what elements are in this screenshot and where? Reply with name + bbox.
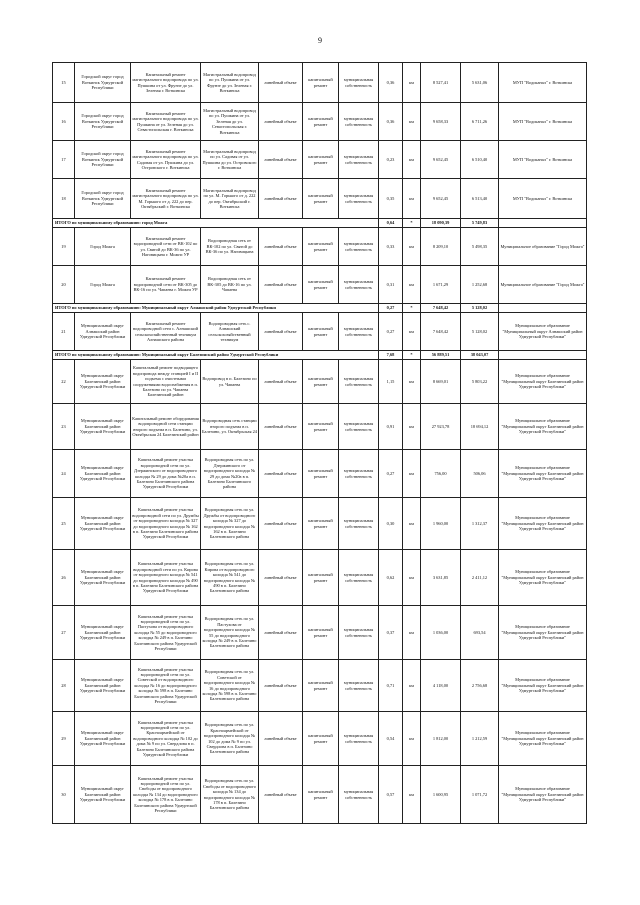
unit-cell: км <box>403 550 421 606</box>
work-type-cell: капитальный ремонт <box>303 179 339 219</box>
object-kind-cell: линейный объект <box>259 660 303 712</box>
cost-cell: 1 812,00 <box>421 712 461 766</box>
financing-cell: 18 694,12 <box>461 404 499 450</box>
subtotal-unit: * <box>403 351 421 360</box>
row-number: 28 <box>53 660 75 712</box>
work-type-cell: капитальный ремонт <box>303 404 339 450</box>
work-type-cell: капитальный ремонт <box>303 103 339 141</box>
length-cell: 0,57 <box>379 766 403 824</box>
length-cell: 0,91 <box>379 404 403 450</box>
object-kind-cell: линейный объект <box>259 766 303 824</box>
work-type-cell: капитальный ремонт <box>303 550 339 606</box>
cost-cell: 27 923,78 <box>421 404 461 450</box>
table-row <box>53 103 587 141</box>
row-number: 27 <box>53 606 75 660</box>
row-number: 19 <box>53 228 75 266</box>
municipality-cell: Муниципальный округ Балезинский район Удмуртской Республики <box>75 404 131 450</box>
cost-cell: 756,00 <box>421 450 461 498</box>
municipality-cell: Городской округ город Воткинск Удмуртской Республики <box>75 179 131 219</box>
ownership-cell: муниципальная собственность <box>339 550 379 606</box>
recipient-cell: Муниципальное образование "Город Можга" <box>499 266 587 304</box>
financing-cell: 1 212,59 <box>461 712 499 766</box>
object-name-cell: Водопроводная сеть по ул. Советской от водопроводного колодца № 16 до водопроводного колодца № 598 в п. Балезино Балезинского района <box>201 660 259 712</box>
row-number: 29 <box>53 712 75 766</box>
table-row <box>53 766 587 824</box>
row-number: 20 <box>53 266 75 304</box>
ownership-cell: муниципальная собственность <box>339 498 379 550</box>
cost-cell: 9 658,33 <box>421 103 461 141</box>
table-row <box>53 63 587 103</box>
object-name-cell: Водопроводная сеть по ул. Пастухова от водопроводного колодца № 55 до водопроводного колодца № 249 в п. Балезино Балезинского района <box>201 606 259 660</box>
work-name-cell: Капитальный ремонт магистрального водопровода по ул. Пушкина от ул. Зеленая до ул. Севастопольская г. Воткинска <box>131 103 201 141</box>
table-row <box>53 404 587 450</box>
financing-cell: 5 128,02 <box>461 313 499 351</box>
object-kind-cell: линейный объект <box>259 606 303 660</box>
financing-cell: 2 411,12 <box>461 550 499 606</box>
municipality-cell: Муниципальный округ Балезинский район Удмуртской Республики <box>75 660 131 712</box>
work-type-cell: капитальный ремонт <box>303 266 339 304</box>
table-row <box>53 228 587 266</box>
cost-cell: 1 960,00 <box>421 498 461 550</box>
subtotal-label: ИТОГО по муниципальному образованию: город Можга <box>53 219 379 228</box>
work-name-cell: Капитальный ремонт водопроводной сети от ВК-305 до ВК-16 по ул. Чапаева г. Можги УР <box>131 266 201 304</box>
work-type-cell: капитальный ремонт <box>303 360 339 404</box>
work-name-cell: Капитальный ремонт участка водопроводной сети по ул. Красноармейской от водопроводного колодца № 102 до дома № 9 по ул. Свердлова в п. Балезино Балезинского района Удмуртской Республики <box>131 712 201 766</box>
ownership-cell: муниципальная собственность <box>339 179 379 219</box>
financing-cell: 6 711,26 <box>461 103 499 141</box>
municipality-cell: Муниципальный округ Балезинский район Удмуртской Республики <box>75 360 131 404</box>
recipient-cell: Муниципальное образование "Муниципальный округ Балезинский район Удмуртской Республики" <box>499 606 587 660</box>
length-cell: 0,37 <box>379 606 403 660</box>
program-table <box>52 62 587 824</box>
work-name-cell: Капитальный ремонт участка водопроводной сети по ул. Советской от водопроводного колодца № 16 до водопроводного колодца № 598 в п. Балезино Балезинского района Удмуртской Республики <box>131 660 201 712</box>
object-kind-cell: линейный объект <box>259 498 303 550</box>
object-name-cell: Водопроводная сеть по ул. Свободы от водопроводного колодца № 134 до водопроводного колодца № 178 в п. Балезино Балезинского района <box>201 766 259 824</box>
object-kind-cell: линейный объект <box>259 141 303 179</box>
object-kind-cell: линейный объект <box>259 404 303 450</box>
object-name-cell: Водопровод в п. Балезино по ул. Чапаева <box>201 360 259 404</box>
row-number: 21 <box>53 313 75 351</box>
ownership-cell: муниципальная собственность <box>339 766 379 824</box>
work-name-cell: Капитальный ремонт оборудования водопроводной сети станции второго подъема в п. Балезино, ул. Октябрьская 24 Балезинский район <box>131 404 201 450</box>
municipality-cell: Городской округ город Воткинск Удмуртской Республики <box>75 103 131 141</box>
financing-cell: 5 803,22 <box>461 360 499 404</box>
subtotal-empty <box>499 351 587 360</box>
work-type-cell: капитальный ремонт <box>303 606 339 660</box>
object-kind-cell: линейный объект <box>259 103 303 141</box>
ownership-cell: муниципальная собственность <box>339 660 379 712</box>
row-number: 15 <box>53 63 75 103</box>
recipient-cell: МУП "Водоканал" г. Воткинска <box>499 141 587 179</box>
table-row <box>53 179 587 219</box>
work-name-cell: Капитальный ремонт магистрального водопровода по ул. Садовая от ул. Пушкина до ул. Островского г. Воткинска <box>131 141 201 179</box>
municipality-cell: Городской округ город Воткинск Удмуртской Республики <box>75 63 131 103</box>
object-name-cell: Водопроводная сеть по ул. Кирова от водопроводного колодца № 541 до водопроводного колодца № 490 в п. Балезино Балезинского района <box>201 550 259 606</box>
table-row <box>53 498 587 550</box>
recipient-cell: Муниципальное образование "Муниципальный округ Балезинский район Удмуртской Республики" <box>499 450 587 498</box>
municipality-cell: Муниципальный округ Балезинский район Удмуртской Республики <box>75 606 131 660</box>
subtotal-row <box>53 304 587 313</box>
ownership-cell: муниципальная собственность <box>339 63 379 103</box>
municipality-cell: Муниципальный округ Балезинский район Удмуртской Республики <box>75 550 131 606</box>
municipality-cell: Муниципальный округ Балезинский район Удмуртской Республики <box>75 712 131 766</box>
cost-cell: 8 669,01 <box>421 360 461 404</box>
financing-cell: 693,54 <box>461 606 499 660</box>
work-name-cell: Капитальный ремонт подводящего водопровода между станцией I и II подъема с очистными сооружениями водоснабжения в п. Балезино по ул. Чапаева Балезинский район <box>131 360 201 404</box>
work-name-cell: Капитальный ремонт водопроводной сети от ВК-102 по ул. Святой до ВК-36 по ул. Наговицына г. Можги УР <box>131 228 201 266</box>
cost-cell: 4 118,00 <box>421 660 461 712</box>
subtotal-label: ИТОГО по муниципальному образованию: Муниципальный округ Балезинский район Удмуртской Республики <box>53 351 379 360</box>
length-cell: 0,71 <box>379 660 403 712</box>
subtotal-financing: 38 043,07 <box>461 351 499 360</box>
recipient-cell: МУП "Водоканал" г. Воткинска <box>499 179 587 219</box>
work-name-cell: Капитальный ремонт водопроводной сети с. Алнашский сельскохозяйственный техникум Алнашского района <box>131 313 201 351</box>
ownership-cell: муниципальная собственность <box>339 228 379 266</box>
cost-cell: 8 527,41 <box>421 63 461 103</box>
unit-cell: км <box>403 141 421 179</box>
work-type-cell: капитальный ремонт <box>303 712 339 766</box>
cost-cell: 8 209,10 <box>421 228 461 266</box>
work-type-cell: капитальный ремонт <box>303 141 339 179</box>
work-type-cell: капитальный ремонт <box>303 766 339 824</box>
unit-cell: км <box>403 712 421 766</box>
municipality-cell: Муниципальный округ Балезинский район Удмуртской Республики <box>75 450 131 498</box>
length-cell: 0,62 <box>379 550 403 606</box>
length-cell: 0,31 <box>379 266 403 304</box>
work-name-cell: Капитальный ремонт магистрального водопровода по ул. М. Горького от д. 222 до пер. Октябрьский г. Воткинска <box>131 179 201 219</box>
cost-cell: 1 036,00 <box>421 606 461 660</box>
work-name-cell: Капитальный ремонт участка водопроводной сети по ул. Свободы от водопроводного колодца № 134 до водопроводного колодца № 178 в п. Балезино Балезинского района Удмуртской Республики <box>131 766 201 824</box>
row-number: 30 <box>53 766 75 824</box>
recipient-cell: Муниципальное образование "Город Можга" <box>499 228 587 266</box>
object-name-cell: Водопроводная сеть по ул. Дзержинского от водопроводного колодца № 29 до дома №20а в п. Балезино Балезинского района <box>201 450 259 498</box>
ownership-cell: муниципальная собственность <box>339 712 379 766</box>
work-name-cell: Капитальный ремонт участка водопроводной сети по ул. Дружбы от водопроводного колодца № 327 до водопроводного колодца № 162 в п. Балезино Балезинского района Удмуртской Республики <box>131 498 201 550</box>
recipient-cell: Муниципальное образование "Муниципальный округ Балезинский район Удмуртской Республики" <box>499 404 587 450</box>
recipient-cell: Муниципальное образование "Муниципальный округ Балезинский район Удмуртской Республики" <box>499 498 587 550</box>
work-type-cell: капитальный ремонт <box>303 498 339 550</box>
object-name-cell: Магистральный водопровод по ул. Садовая от ул. Пушкина до ул. Островского г. Воткинска <box>201 141 259 179</box>
work-type-cell: капитальный ремонт <box>303 63 339 103</box>
row-number: 23 <box>53 404 75 450</box>
financing-cell: 5 498,35 <box>461 228 499 266</box>
recipient-cell: МУП "Водоканал" г. Воткинска <box>499 103 587 141</box>
cost-cell: 1 671,29 <box>421 266 461 304</box>
object-name-cell: Водопроводная сеть по ул. Красноармейской от водопроводного колодца № 102 до дома № 9 по ул. Свердлова в п. Балезино Балезинского района <box>201 712 259 766</box>
financing-cell: 6 513,40 <box>461 179 499 219</box>
table-row <box>53 141 587 179</box>
subtotal-empty <box>499 304 587 313</box>
subtotal-row <box>53 351 587 360</box>
table-row <box>53 660 587 712</box>
object-name-cell: Водопроводная сеть от ВК-305 до ВК-16 по ул. Чапаева <box>201 266 259 304</box>
row-number: 17 <box>53 141 75 179</box>
recipient-cell: Муниципальное образование "Муниципальный округ Балезинский район Удмуртской Республики" <box>499 712 587 766</box>
work-name-cell: Капитальный ремонт участка водопроводной сети по ул. Дзержинского от водопроводного колодца № 29 до дома №20а в п. Балезино Балезинского района Удмуртской Республики <box>131 450 201 498</box>
unit-cell: км <box>403 660 421 712</box>
length-cell: 1,15 <box>379 360 403 404</box>
ownership-cell: муниципальная собственность <box>339 404 379 450</box>
object-kind-cell: линейный объект <box>259 179 303 219</box>
unit-cell: км <box>403 498 421 550</box>
ownership-cell: муниципальная собственность <box>339 266 379 304</box>
page-number: 9 <box>318 36 322 45</box>
municipality-cell: Муниципальный округ Алнашский район Удмуртской Республики <box>75 313 131 351</box>
row-number: 18 <box>53 179 75 219</box>
ownership-cell: муниципальная собственность <box>339 141 379 179</box>
cost-cell: 7 648,42 <box>421 313 461 351</box>
unit-cell: км <box>403 313 421 351</box>
unit-cell: км <box>403 404 421 450</box>
table-row <box>53 450 587 498</box>
row-number: 25 <box>53 498 75 550</box>
work-type-cell: капитальный ремонт <box>303 228 339 266</box>
municipality-cell: Город Можга <box>75 266 131 304</box>
cost-cell: 9 652,45 <box>421 179 461 219</box>
table-row <box>53 550 587 606</box>
object-kind-cell: линейный объект <box>259 712 303 766</box>
object-kind-cell: линейный объект <box>259 266 303 304</box>
length-cell: 0,30 <box>379 498 403 550</box>
unit-cell: км <box>403 63 421 103</box>
subtotal-length: 0,64 <box>379 219 403 228</box>
recipient-cell: Муниципальное образование "Муниципальный округ Балезинский район Удмуртской Республики" <box>499 660 587 712</box>
subtotal-cost: 18 090,39 <box>421 219 461 228</box>
row-number: 24 <box>53 450 75 498</box>
subtotal-unit: * <box>403 219 421 228</box>
subtotal-unit: * <box>403 304 421 313</box>
length-cell: 0,35 <box>379 179 403 219</box>
table-row <box>53 313 587 351</box>
object-name-cell: Магистральный водопровод по ул. М. Горького от д. 222 до пер. Октябрьский г. Воткинска <box>201 179 259 219</box>
recipient-cell: Муниципальное образование "Муниципальный округ Балезинский район Удмуртской Республики" <box>499 360 587 404</box>
ownership-cell: муниципальная собственность <box>339 313 379 351</box>
subtotal-empty <box>499 219 587 228</box>
unit-cell: км <box>403 766 421 824</box>
object-name-cell: Водопроводная сеть станции второго подъема в п. Балезино, ул. Октябрьская 24 <box>201 404 259 450</box>
financing-cell: 2 756,68 <box>461 660 499 712</box>
recipient-cell: Муниципальное образование "Муниципальный округ Алнашский район Удмуртской Республики" <box>499 313 587 351</box>
work-type-cell: капитальный ремонт <box>303 660 339 712</box>
work-name-cell: Капитальный ремонт участка водопроводной сети по ул. Кирова от водопроводного колодца № 541 до водопроводного колодца № 490 в п. Балезино Балезинского района Удмуртской Республики <box>131 550 201 606</box>
row-number: 16 <box>53 103 75 141</box>
financing-cell: 1 252,68 <box>461 266 499 304</box>
row-number: 22 <box>53 360 75 404</box>
work-type-cell: капитальный ремонт <box>303 450 339 498</box>
ownership-cell: муниципальная собственность <box>339 606 379 660</box>
object-kind-cell: линейный объект <box>259 450 303 498</box>
work-type-cell: капитальный ремонт <box>303 313 339 351</box>
cost-cell: 1 600,95 <box>421 766 461 824</box>
unit-cell: км <box>403 103 421 141</box>
table-row <box>53 606 587 660</box>
object-name-cell: Водопроводная сеть по ул. Дружбы от водопроводного колодца № 327 до водопроводного колодца № 162 в п. Балезино Балезинского района <box>201 498 259 550</box>
length-cell: 0,27 <box>379 313 403 351</box>
object-name-cell: Магистральный водопровод по ул. Пушкина от ул. Фрунзе до ул. Зеленая г. Воткинска <box>201 63 259 103</box>
row-number: 26 <box>53 550 75 606</box>
object-kind-cell: линейный объект <box>259 63 303 103</box>
subtotal-cost: 7 648,42 <box>421 304 461 313</box>
financing-cell: 1 312,37 <box>461 498 499 550</box>
municipality-cell: Городской округ город Воткинск Удмуртской Республики <box>75 141 131 179</box>
object-name-cell: Водопроводная сеть с. Алнашский сельскохозяйственный техникум <box>201 313 259 351</box>
subtotal-row <box>53 219 587 228</box>
subtotal-cost: 56 889,51 <box>421 351 461 360</box>
financing-cell: 1 071,72 <box>461 766 499 824</box>
length-cell: 0,36 <box>379 103 403 141</box>
cost-cell: 3 631,85 <box>421 550 461 606</box>
ownership-cell: муниципальная собственность <box>339 360 379 404</box>
municipality-cell: Муниципальный округ Балезинский район Удмуртской Республики <box>75 498 131 550</box>
subtotal-financing: 5 749,83 <box>461 219 499 228</box>
unit-cell: км <box>403 266 421 304</box>
object-kind-cell: линейный объект <box>259 550 303 606</box>
length-cell: 0,27 <box>379 450 403 498</box>
object-name-cell: Магистральный водопровод по ул. Пушкина от ул. Зеленая до ул. Севастопольская г. Воткинска <box>201 103 259 141</box>
municipality-cell: Город Можга <box>75 228 131 266</box>
recipient-cell: Муниципальное образование "Муниципальный округ Балезинский район Удмуртской Республики" <box>499 766 587 824</box>
ownership-cell: муниципальная собственность <box>339 103 379 141</box>
object-kind-cell: линейный объект <box>259 228 303 266</box>
subtotal-financing: 5 128,02 <box>461 304 499 313</box>
work-name-cell: Капитальный ремонт магистрального водопровода по ул. Пушкина от ул. Фрунзе до ул. Зеленая г. Воткинска <box>131 63 201 103</box>
financing-cell: 506,06 <box>461 450 499 498</box>
object-kind-cell: линейный объект <box>259 313 303 351</box>
object-name-cell: Водопроводная сеть от ВК-102 по ул. Святой до ВК-36 по ул. Наговицына <box>201 228 259 266</box>
table-row <box>53 266 587 304</box>
cost-cell: 9 652,45 <box>421 141 461 179</box>
unit-cell: км <box>403 450 421 498</box>
financing-cell: 5 631,06 <box>461 63 499 103</box>
length-cell: 0,23 <box>379 141 403 179</box>
unit-cell: км <box>403 179 421 219</box>
table-row <box>53 360 587 404</box>
municipality-cell: Муниципальный округ Балезинский район Удмуртской Республики <box>75 766 131 824</box>
unit-cell: км <box>403 228 421 266</box>
recipient-cell: Муниципальное образование "Муниципальный округ Балезинский район Удмуртской Республики" <box>499 550 587 606</box>
subtotal-label: ИТОГО по муниципальному образованию: Муниципальный округ Алнашский район Удмуртской Республики <box>53 304 379 313</box>
length-cell: 0,36 <box>379 63 403 103</box>
length-cell: 0,33 <box>379 228 403 266</box>
subtotal-length: 7,68 <box>379 351 403 360</box>
unit-cell: км <box>403 360 421 404</box>
object-kind-cell: линейный объект <box>259 360 303 404</box>
work-name-cell: Капитальный ремонт участка водопроводной сети по ул. Пастухова от водопроводного колодца № 55 до водопроводного колодца № 249 в п. Балезино Балезинского района Удмуртской Республики <box>131 606 201 660</box>
subtotal-length: 0,27 <box>379 304 403 313</box>
financing-cell: 6 510,40 <box>461 141 499 179</box>
table-row <box>53 712 587 766</box>
unit-cell: км <box>403 606 421 660</box>
length-cell: 0,54 <box>379 712 403 766</box>
recipient-cell: МУП "Водоканал" г. Воткинска <box>499 63 587 103</box>
ownership-cell: муниципальная собственность <box>339 450 379 498</box>
